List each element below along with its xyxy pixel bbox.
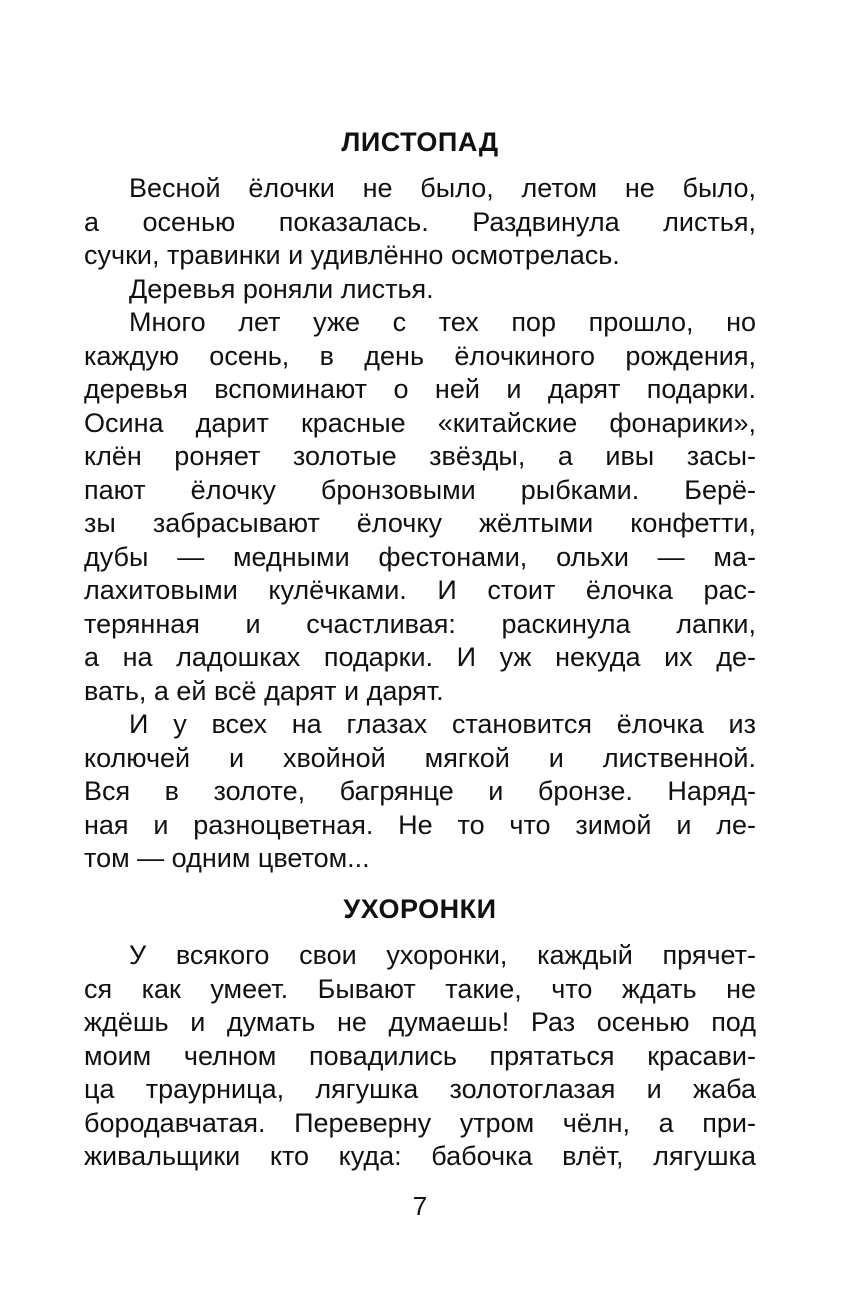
text-line: лахитовыми кулёчками. И стоит ёлочка рас-: [84, 575, 756, 605]
text-line: колючей и хвойной мягкой и лиственной.: [84, 742, 756, 773]
text-line: И у всех на глазах становится ёлочка из: [129, 709, 756, 739]
text-line: а осенью показалась. Раздвинула листья,: [84, 206, 756, 237]
page-number: 7: [412, 1191, 428, 1221]
text-line: каждую осень, в день ёлочкиного рождения,: [84, 340, 756, 371]
section-title-uhoronki: УХОРОНКИ: [343, 894, 497, 924]
text-line: ся как умеет. Бывают такие, что ждать не: [84, 973, 756, 1004]
text-line: ждёшь и думать не думаешь! Раз осенью под: [84, 1007, 756, 1037]
section-text-listopad: [84, 172, 756, 876]
text-line: деревья вспоминают о ней и дарят подарки.: [84, 374, 756, 404]
text-line: бородавчатая. Переверну утром чёлн, а при-: [84, 1107, 756, 1138]
text-line: а на ладошках подарки. И уж некуда их де-: [84, 642, 756, 672]
section-text-uhoronki: [84, 939, 756, 1174]
text-line: сучки, травинки и удивлённо осмотрелась.: [84, 240, 620, 270]
text-line: Деревья роняли листья.: [129, 273, 434, 304]
text-line: Вся в золоте, багрянце и бронзе. Наряд-: [84, 776, 756, 806]
text-line: клён роняет золотые звёзды, а ивы засы-: [84, 441, 756, 471]
text-line: У всякого свои ухоронки, каждый прячет-: [129, 940, 756, 970]
text-line: вать, а ей всё дарят и дарят.: [84, 675, 444, 706]
text-line: Много лет уже с тех пор прошло, но: [129, 307, 756, 337]
text-line: пают ёлочку бронзовыми рыбками. Берё-: [84, 474, 756, 505]
text-line: живальщики кто куда: бабочка влёт, лягушка: [84, 1141, 756, 1171]
text-line: Весной ёлочки не было, летом не было,: [129, 173, 756, 203]
text-line: том — одним цветом...: [84, 843, 370, 873]
section-title-listopad: ЛИСТОПАД: [341, 127, 499, 157]
text-line: дубы — медными фестонами, ольхи — ма-: [84, 541, 756, 572]
text-line: моим челном повадились прятаться красави-: [84, 1040, 756, 1071]
text-line: ца траурница, лягушка золотоглазая и жаба: [84, 1074, 756, 1104]
book-page: [84, 0, 756, 1299]
text-line: Осина дарит красные «китайские фонарики»,: [84, 407, 756, 438]
text-line: терянная и счастливая: раскинула лапки,: [84, 608, 756, 639]
text-line: зы забрасывают ёлочку жёлтыми конфетти,: [84, 508, 756, 538]
text-line: ная и разноцветная. Не то что зимой и ле-: [84, 809, 756, 840]
